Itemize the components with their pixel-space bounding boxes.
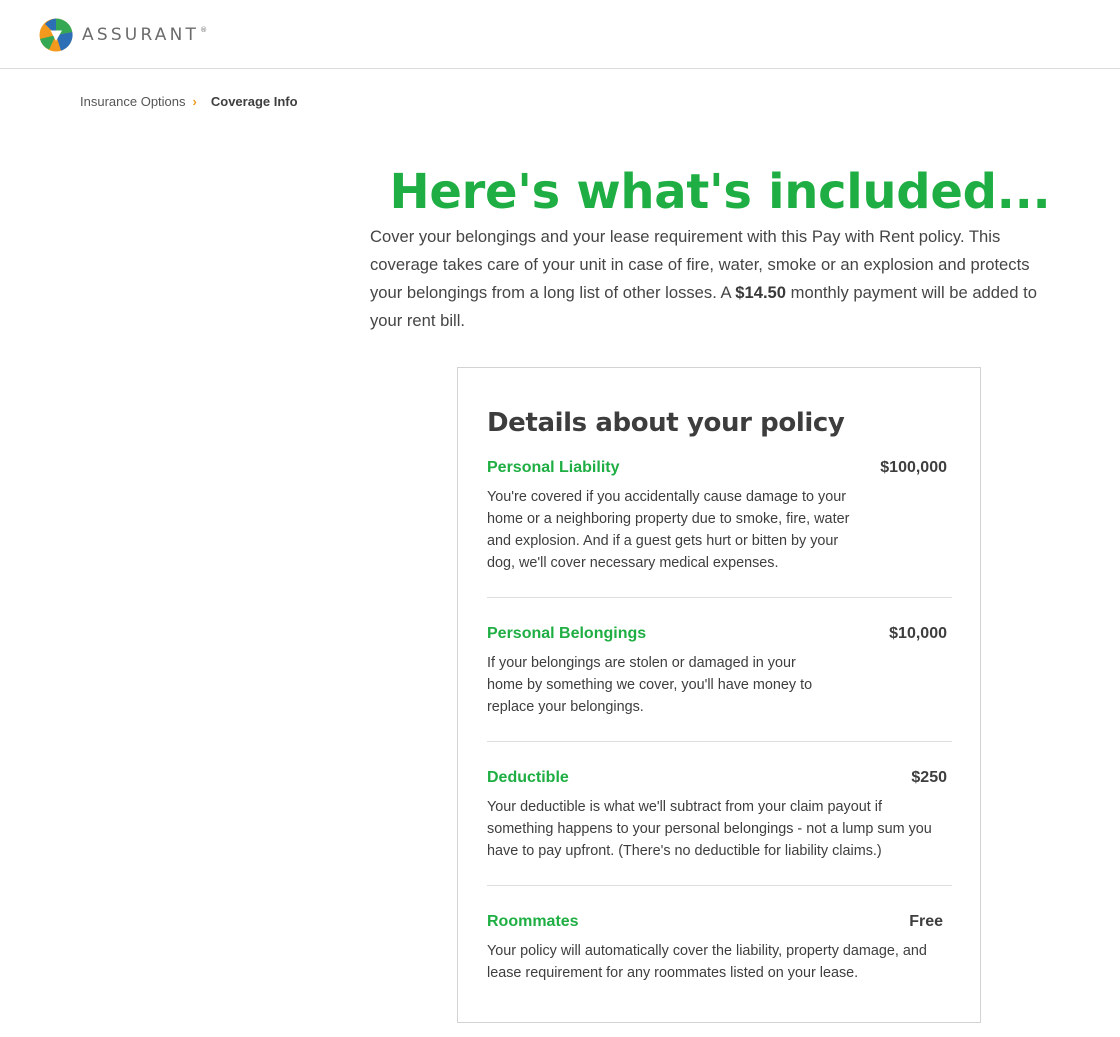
coverage-amount: $100,000 [880, 459, 947, 476]
coverage-amount: Free [909, 913, 943, 930]
breadcrumb-insurance-options[interactable]: Insurance Options [80, 94, 186, 109]
intro-text-end: monthly payment will be added to your rent bill. [370, 283, 1037, 330]
intro-text-start: Cover your belongings and your lease requirement with this Pay with Rent policy. This coverage takes care of your unit in case of fire, water, smoke or an explosion and protects your belongings from a long list of other losses. A [370, 227, 1030, 302]
coverage-description: If your belongings are stolen or damaged in your home by something we cover, you'll have money to replace your belongings. [487, 655, 813, 715]
coverage-personal-liability [487, 458, 952, 574]
coverage-name: Personal Belongings [487, 625, 647, 642]
breadcrumb-coverage-info: Coverage Info [210, 94, 298, 109]
coverage-roommates [487, 912, 952, 984]
intro-paragraph [370, 223, 1060, 335]
coverage-amount: $10,000 [889, 625, 947, 642]
coverage-name: Personal Liability [487, 459, 620, 476]
page-title: Here's what's included... [389, 164, 1051, 221]
coverage-name: Roommates [487, 913, 579, 930]
coverage-description: You're covered if you accidentally cause damage to your home or a neighboring property due to smoke, fire, water and explosion. And if a guest gets hurt or bitten by your dog, we'll cover necessary medical expenses. [487, 489, 850, 571]
divider [487, 597, 952, 598]
policy-details-card [457, 367, 981, 1023]
registered-mark: ® [200, 25, 208, 34]
coverage-name: Deductible [487, 769, 569, 786]
breadcrumb [80, 94, 298, 109]
coverage-description: Your policy will automatically cover the liability, property damage, and lease requirement for any roommates listed on your lease. [487, 943, 927, 981]
assurant-logo[interactable] [39, 18, 207, 52]
coverage-amount: $250 [911, 769, 947, 786]
coverage-deductible [487, 768, 952, 862]
coverage-personal-belongings [487, 624, 952, 718]
divider [487, 741, 952, 742]
site-header [0, 0, 1120, 69]
chevron-right-icon: › [192, 94, 197, 109]
divider [487, 885, 952, 886]
coverage-description: Your deductible is what we'll subtract from your claim payout if something happens to your personal belongings - not a lump sum you have to pay upfront. (There's no deductible for liability claims.) [487, 799, 932, 859]
brand-name: ASSURANT® [82, 24, 208, 45]
policy-details-title: Details about your policy [487, 408, 845, 438]
assurant-logo-icon [39, 18, 73, 52]
monthly-price: $14.50 [735, 283, 787, 302]
